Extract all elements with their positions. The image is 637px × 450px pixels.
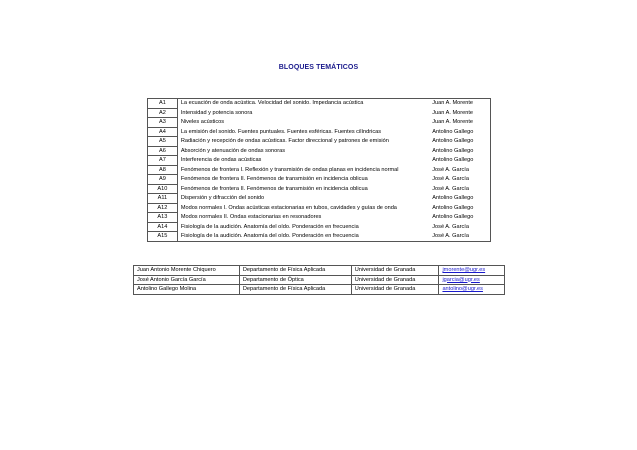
block-professor: José A. García	[429, 184, 490, 194]
block-topic: Radiación y recepción de ondas acústicas. Factor direccional y patrones de emisión	[180, 138, 389, 144]
staff-row	[134, 266, 505, 276]
block-topic: La ecuación de onda acústica. Velocidad del sonido. Impedancia acústica	[177, 99, 429, 109]
block-code: A3	[148, 118, 178, 128]
block-row	[148, 137, 491, 147]
block-topic: Fenómenos de frontera II. Fenómenos de transmisión en incidencia oblicua	[180, 176, 368, 182]
block-professor: Antolino Gallego	[429, 146, 490, 156]
staff-university: Universidad de Granada	[351, 266, 439, 276]
block-topic: Modos normales II. Ondas estacionarias en resonadores	[180, 214, 322, 220]
block-code: A1	[148, 99, 178, 109]
staff-department: Departamento de Óptica	[239, 275, 351, 285]
block-row	[148, 222, 491, 232]
block-professor: Antolino Gallego	[429, 137, 490, 147]
block-code: A7	[148, 156, 178, 166]
block-row	[148, 203, 491, 213]
block-professor: José A. García	[429, 175, 490, 185]
staff-row	[134, 285, 505, 295]
block-professor: José A. García	[429, 165, 490, 175]
block-professor: Juan A. Morente	[429, 108, 490, 118]
staff-name: Antolino Gallego Molina	[134, 285, 240, 295]
document-title: BLOQUES TEMÁTICOS	[278, 64, 359, 71]
block-code: A15	[148, 232, 178, 242]
block-code: A2	[148, 108, 178, 118]
block-row	[148, 108, 491, 118]
staff-name: Juan Antonio Morente Chiquero	[134, 266, 240, 276]
block-professor: Antolino Gallego	[429, 127, 490, 137]
block-row	[148, 213, 491, 223]
staff-name: José Antonio García García	[134, 275, 240, 285]
block-code: A14	[148, 222, 178, 232]
block-professor: Antolino Gallego	[429, 203, 490, 213]
staff-department: Departamento de Física Aplicada	[239, 285, 351, 295]
block-row	[148, 232, 491, 242]
block-topic: Fisiología de la audición. Anatomía del oído. Ponderación en frecuencia	[180, 223, 359, 230]
block-row	[148, 175, 491, 185]
block-topic: Fisiología de la audición. Anatomía del oído. Ponderación en frecuencia	[177, 232, 429, 242]
staff-email-link[interactable]: jgarcia@ugr.es	[439, 275, 505, 285]
block-code: A10	[148, 184, 178, 194]
block-row	[148, 146, 491, 156]
block-topic: Modos normales I. Ondas acústicas estacionarias en tubos, cavidades y guías de onda	[180, 204, 397, 211]
block-row	[148, 99, 491, 109]
block-topic: Absorción y atenuación de ondas sonoras	[180, 147, 285, 154]
block-topic: Fenómenos de frontera I. Reflexión y transmisión de ondas planas en incidencia normal	[180, 166, 399, 173]
block-code: A13	[148, 213, 178, 223]
staff-university: Universidad de Granada	[351, 275, 439, 285]
block-topic: Niveles acústicos	[180, 119, 225, 125]
staff-email-link[interactable]: antolino@ugr.es	[439, 285, 505, 295]
staff-department: Departamento de Física Aplicada	[239, 266, 351, 276]
block-code: A4	[148, 127, 178, 137]
block-row	[148, 127, 491, 137]
block-row	[148, 165, 491, 175]
block-code: A5	[148, 137, 178, 147]
thematic-blocks-table	[147, 98, 491, 242]
block-topic: Fenómenos de frontera II. Fenómenos de transmisión en incidencia oblicua	[180, 185, 368, 192]
block-code: A11	[148, 194, 178, 204]
staff-contacts-table	[133, 265, 505, 295]
block-row	[148, 118, 491, 128]
block-topic: Interferencia de ondas acústicas	[180, 157, 262, 163]
block-professor: Juan A. Morente	[429, 118, 490, 128]
block-code: A9	[148, 175, 178, 185]
block-professor: Antolino Gallego	[429, 194, 490, 204]
block-row	[148, 194, 491, 204]
block-professor: Antolino Gallego	[429, 156, 490, 166]
block-professor: José A. García	[429, 232, 490, 242]
block-row	[148, 184, 491, 194]
block-professor: José A. García	[429, 222, 490, 232]
block-professor: Juan A. Morente	[429, 99, 490, 109]
block-topic: Dispersión y difracción del sonido	[180, 195, 265, 201]
block-code: A12	[148, 203, 178, 213]
staff-university: Universidad de Granada	[351, 285, 439, 295]
block-topic: Intensidad y potencia sonora	[180, 109, 253, 116]
block-topic: La emisión del sonido. Fuentes puntuales. Fuentes esféricas. Fuentes cilíndricas	[180, 128, 382, 135]
block-professor: Antolino Gallego	[429, 213, 490, 223]
block-code: A8	[148, 165, 178, 175]
block-row	[148, 156, 491, 166]
staff-email-link[interactable]: jmorente@ugr.es	[439, 266, 505, 276]
block-code: A6	[148, 146, 178, 156]
staff-row	[134, 275, 505, 285]
